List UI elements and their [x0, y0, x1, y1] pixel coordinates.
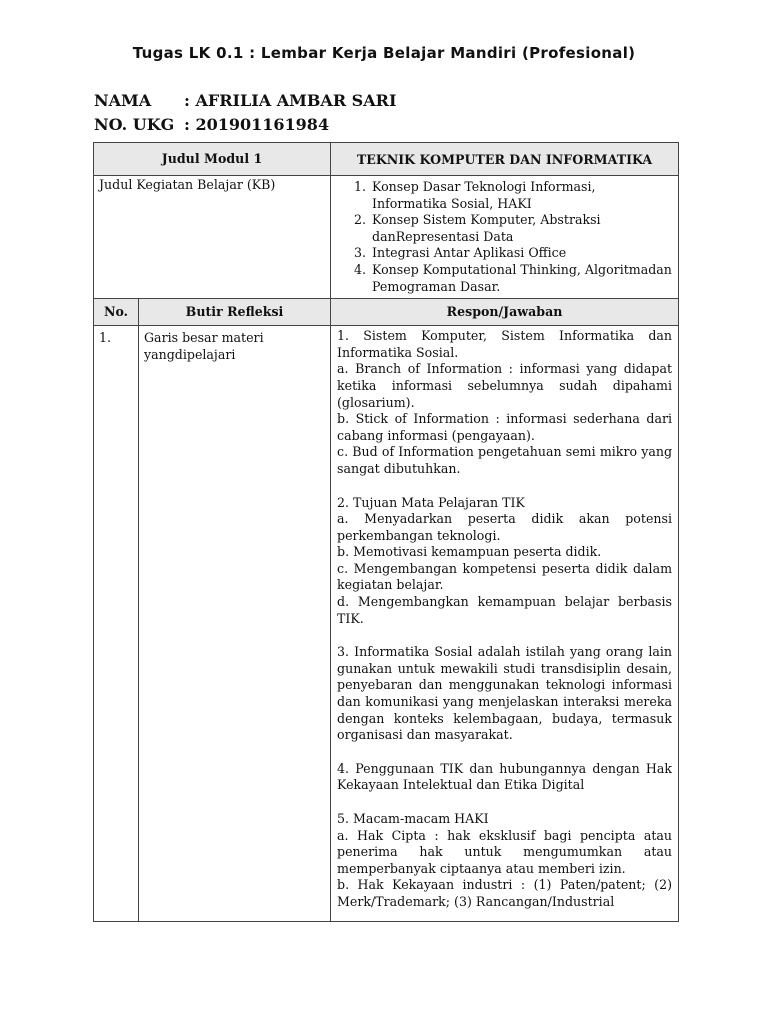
respon-paragraph: 3. Informatika Sosial adalah istilah yang orang lain gunakan untuk mewakili studi transdisiplin desain, penyebaran dan menggunakan teknologi informasi dan komunikasi yang menjelaskan interaksi mereka dengan konteks kelembagaan, budaya, termasuk organisasi dan masyarakat.: [337, 644, 673, 743]
ukg-value: : 201901161984: [184, 115, 330, 134]
respon-paragraph: b. Memotivasi kemampuan peserta didik.: [337, 544, 602, 560]
kb-list: [336, 179, 673, 295]
respon-paragraph: d. Mengembangkan kemampuan belajar berbasis TIK.: [337, 594, 673, 626]
module-title-value: TEKNIK KOMPUTER DAN INFORMATIKA: [331, 143, 679, 176]
kb-label: Judul Kegiatan Belajar (KB): [94, 176, 331, 299]
respon-paragraph: 5. Macam-macam HAKI: [337, 811, 489, 826]
kb-item: 1. Konsep Dasar Teknologi Informasi, Informatika Sosial, HAKI: [370, 179, 673, 212]
row-number: 1.: [94, 326, 139, 922]
respon-paragraph: c. Mengembangan kompetensi peserta didik dalam kegiatan belajar.: [337, 560, 673, 593]
respon-paragraph: a. Hak Cipta : hak eksklusif bagi pencipta atau penerima hak untuk mengumumkan atau memperbanyak ciptaanya atau memberi izin.: [337, 827, 673, 876]
respon-paragraph: 4. Penggunaan TIK dan hubungannya dengan Hak Kekayaan Intelektual dan Etika Digital: [337, 760, 673, 793]
col-header-no: No.: [94, 299, 139, 326]
col-header-respon: Respon/Jawaban: [331, 299, 679, 326]
respon-paragraph: 2. Tujuan Mata Pelajaran TIK: [337, 494, 525, 510]
row-butir: Garis besar materi yangdipelajari: [139, 326, 331, 922]
kb-list-cell: [331, 176, 679, 299]
kb-item: 4. Konsep Komputational Thinking, Algoritmadan Pemograman Dasar.: [370, 262, 673, 295]
kb-item: 3. Integrasi Antar Aplikasi Office: [370, 245, 673, 262]
document-title: Tugas LK 0.1 : Lembar Kerja Belajar Mandiri (Profesional): [132, 44, 636, 62]
table-row: [94, 326, 679, 922]
respon-text: [337, 328, 672, 919]
ukg-line: [94, 115, 329, 134]
module-title-row: [94, 143, 679, 176]
row-respon: [331, 326, 679, 922]
respon-paragraph: c. Bud of Information pengetahuan semi mikro yang sangat dibutuhkan.: [337, 444, 673, 476]
respon-paragraph: b. Hak Kekayaan industri : (1) Paten/patent; (2) Merk/Trademark; (3) Rancangan/Industrial: [337, 877, 673, 909]
worksheet-table: [93, 142, 679, 922]
name-value: : AFRILIA AMBAR SARI: [184, 91, 397, 110]
kb-item: 2. Konsep Sistem Komputer, Abstraksi danRepresentasi Data: [370, 212, 673, 245]
respon-paragraph: b. Stick of Information : informasi sederhana dari cabang informasi (pengayaan).: [337, 411, 673, 443]
column-header-row: [94, 299, 679, 326]
col-header-butir: Butir Refleksi: [139, 299, 331, 326]
ukg-label: NO. UKG: [94, 115, 175, 134]
respon-paragraph: 1. Sistem Komputer, Sistem Informatika dan Informatika Sosial.: [337, 328, 673, 360]
respon-paragraph: a. Branch of Information : informasi yang didapat ketika informasi sebelumnya sudah dipahami (glosarium).: [337, 361, 673, 410]
kb-row: [94, 176, 679, 299]
name-label: NAMA: [94, 91, 152, 110]
respon-paragraph: a. Menyadarkan peserta didik akan potensi perkembangan teknologi.: [337, 511, 673, 543]
name-line: [94, 91, 396, 110]
module-title-label: Judul Modul 1: [94, 143, 331, 176]
